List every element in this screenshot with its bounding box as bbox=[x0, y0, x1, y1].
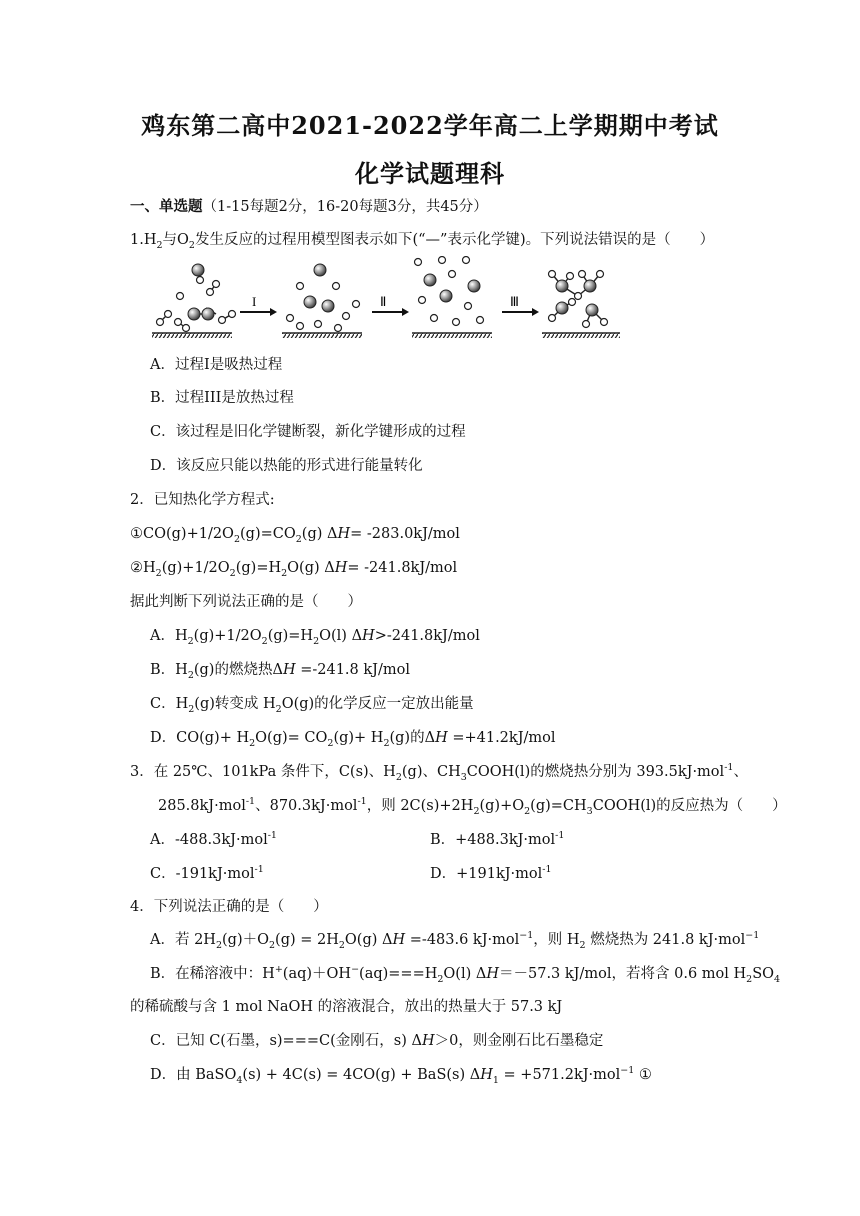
hydrogen-atom bbox=[183, 325, 190, 332]
hydrogen-atom bbox=[219, 317, 226, 324]
arrow-step-3 bbox=[502, 294, 539, 316]
oxygen-atom bbox=[556, 280, 568, 292]
hydrogen-atom bbox=[431, 315, 438, 322]
q4-option-b: B．在稀溶液中：$H^+(aq)+OH^-(aq)===H_2O(l)$ ΔH＝－57.3 kJ/mol，若将含 0.6 mol $H_2SO_4$ bbox=[150, 964, 781, 985]
q4-stem: 4．下列说法正确的是（ ） bbox=[130, 899, 328, 915]
oxygen-atom bbox=[440, 290, 452, 302]
hydrogen-atom bbox=[567, 273, 574, 280]
reaction-model-figure bbox=[150, 256, 620, 346]
oxygen-atom bbox=[188, 308, 200, 320]
section-note: （1-15每题2分，16-20每题3分，共45分） bbox=[202, 199, 488, 215]
hydrogen-atom bbox=[229, 311, 236, 318]
arrow-step-1 bbox=[240, 294, 277, 316]
hydrogen-atom bbox=[549, 315, 556, 322]
hydrogen-atom bbox=[343, 313, 350, 320]
q1-option-c: C．该过程是旧化学键断裂，新化学键形成的过程 bbox=[150, 424, 466, 440]
hydrogen-atom bbox=[453, 319, 460, 326]
hydrogen-atom bbox=[213, 281, 220, 288]
oxygen-atom bbox=[322, 300, 334, 312]
hydrogen-atom bbox=[335, 325, 342, 332]
hydrogen-atom bbox=[157, 319, 164, 326]
oxygen-atom bbox=[584, 280, 596, 292]
q4-option-b-continued: 的稀硫酸与含 1 mol NaOH 的溶液混合，放出的热量大于 57.3 kJ bbox=[130, 999, 563, 1015]
hydrogen-atom bbox=[165, 311, 172, 318]
hydrogen-atom bbox=[549, 271, 556, 278]
hydrogen-atom bbox=[297, 323, 304, 330]
q3-option-c: C．-191kJ·mol$^{-1}$ bbox=[150, 864, 264, 882]
hydrogen-atom bbox=[449, 271, 456, 278]
q3-stem-line-1: 3．在 25℃、101kPa 条件下，C(s)、$H_2(g)$、$CH_3COOH(l)$的燃烧热分别为 393.5kJ·mol$^{-1}$、 bbox=[130, 762, 748, 783]
exam-subtitle: 化学试题理科 bbox=[355, 159, 505, 188]
hydrogen-atom bbox=[419, 297, 426, 304]
q2-option-d: D．$CO(g)+ H_2O(g)= CO_2(g)+ H_2(g)$的ΔH =+41.2kJ/mol bbox=[150, 730, 556, 749]
exam-title: 鸡东第二高中2021-2022学年高二上学期期中考试 bbox=[141, 111, 719, 140]
hydrogen-atom bbox=[465, 303, 472, 310]
q4-option-d: D．由 BaSO$_4$(s) + 4C(s) = 4CO(g) + BaS(s) $\Delta H_1 = +571.2kJ\cdot mol^{-1}$ ① bbox=[150, 1065, 652, 1086]
hydrogen-atom bbox=[439, 257, 446, 264]
section-title: 一、单选题 bbox=[130, 198, 203, 215]
oxygen-atom bbox=[304, 296, 316, 308]
hydrogen-atom bbox=[579, 271, 586, 278]
q4-option-c: C．已知 C(石墨，s)===C(金刚石，s) ΔH＞0，则金刚石比石墨稳定 bbox=[150, 1033, 604, 1049]
hydrogen-atom bbox=[477, 317, 484, 324]
step-label-1: I bbox=[252, 294, 257, 309]
molecules-before-panel bbox=[157, 264, 236, 332]
water-formed-panel bbox=[549, 271, 608, 328]
hydrogen-atom bbox=[353, 301, 360, 308]
oxygen-atom bbox=[468, 280, 480, 292]
step-label-3: Ⅲ bbox=[510, 294, 519, 309]
hydrogen-atom bbox=[197, 277, 204, 284]
molecules-adsorbed-panel bbox=[287, 264, 360, 332]
q3-option-a: A．-488.3kJ·mol$^{-1}$ bbox=[150, 830, 277, 848]
hydrogen-atom bbox=[597, 271, 604, 278]
q3-option-d: D．+191kJ·mol$^{-1}$ bbox=[430, 864, 552, 882]
q2-prompt: 据此判断下列说法正确的是（ ） bbox=[130, 594, 362, 610]
hydrogen-atom bbox=[287, 315, 294, 322]
q4-option-a: A．若 $2H_2(g)+O_2(g) = 2H_2O(g)$ ΔH =-483.6 kJ·mol$^{-1}$，则 $H_2$ 燃烧热为 241.8 kJ·mol$^{-1}$ bbox=[150, 930, 760, 951]
section-heading bbox=[130, 197, 488, 217]
hydrogen-atom bbox=[583, 321, 590, 328]
oxygen-atom bbox=[424, 274, 436, 286]
q1-stem: $1.H_2$与$O_2$发生反应的过程用模型图表示如下(“—”表示化学键)。下列说法错误的是（ ） bbox=[130, 232, 715, 251]
hydrogen-atom bbox=[175, 319, 182, 326]
hydrogen-atom bbox=[601, 319, 608, 326]
hydrogen-atom bbox=[297, 283, 304, 290]
q2-option-b: B．$H_2(g)$的燃烧热ΔH =-241.8 kJ/mol bbox=[150, 662, 410, 681]
hydrogen-atom bbox=[463, 257, 470, 264]
hydrogen-atom bbox=[575, 293, 582, 300]
surface-lines bbox=[152, 333, 620, 338]
hydrogen-atom bbox=[415, 259, 422, 266]
hydrogen-atom bbox=[315, 321, 322, 328]
q2-option-a: A．$H_2(g)+1/2O_2(g)=H_2O(l)$ ΔH>-241.8kJ/mol bbox=[150, 628, 480, 647]
q2-equation-2: $②H_2(g)+1/2O_2(g)=H_2O(g)$ ΔH= -241.8kJ/mol bbox=[130, 560, 458, 579]
q3-option-b: B．+488.3kJ·mol$^{-1}$ bbox=[430, 830, 565, 848]
q2-equation-1: $①CO(g)+1/2O_2(g)=CO_2(g)$ ΔH= -283.0kJ/mol bbox=[130, 526, 460, 545]
q1-option-b: B．过程III是放热过程 bbox=[150, 390, 294, 406]
hydrogen-atom bbox=[333, 283, 340, 290]
q2-option-c: C．$H_2(g)$转变成 $H_2O(g)$的化学反应一定放出能量 bbox=[150, 696, 474, 715]
hydrogen-atom bbox=[177, 293, 184, 300]
q1-option-a: A．过程I是吸热过程 bbox=[150, 357, 283, 373]
oxygen-atom bbox=[202, 308, 214, 320]
step-label-2: Ⅱ bbox=[380, 294, 387, 309]
q2-stem: 2．已知热化学方程式: bbox=[130, 492, 275, 508]
oxygen-atom bbox=[586, 304, 598, 316]
arrow-step-2 bbox=[372, 294, 409, 316]
oxygen-atom bbox=[192, 264, 204, 276]
q1-option-d: D．该反应只能以热能的形式进行能量转化 bbox=[150, 458, 423, 474]
q3-stem-line-2: 285.8kJ·mol$^{-1}$、870.3kJ·mol$^{-1}$，则 $2C(s)+2H_2(g)+O_2(g)=CH_3COOH(l)$的反应热为（ ） bbox=[158, 796, 787, 817]
oxygen-atom bbox=[556, 302, 568, 314]
oxygen-atom bbox=[314, 264, 326, 276]
hydrogen-atom bbox=[569, 299, 576, 306]
hydrogen-atom bbox=[207, 289, 214, 296]
atoms-separated-panel bbox=[415, 257, 484, 326]
